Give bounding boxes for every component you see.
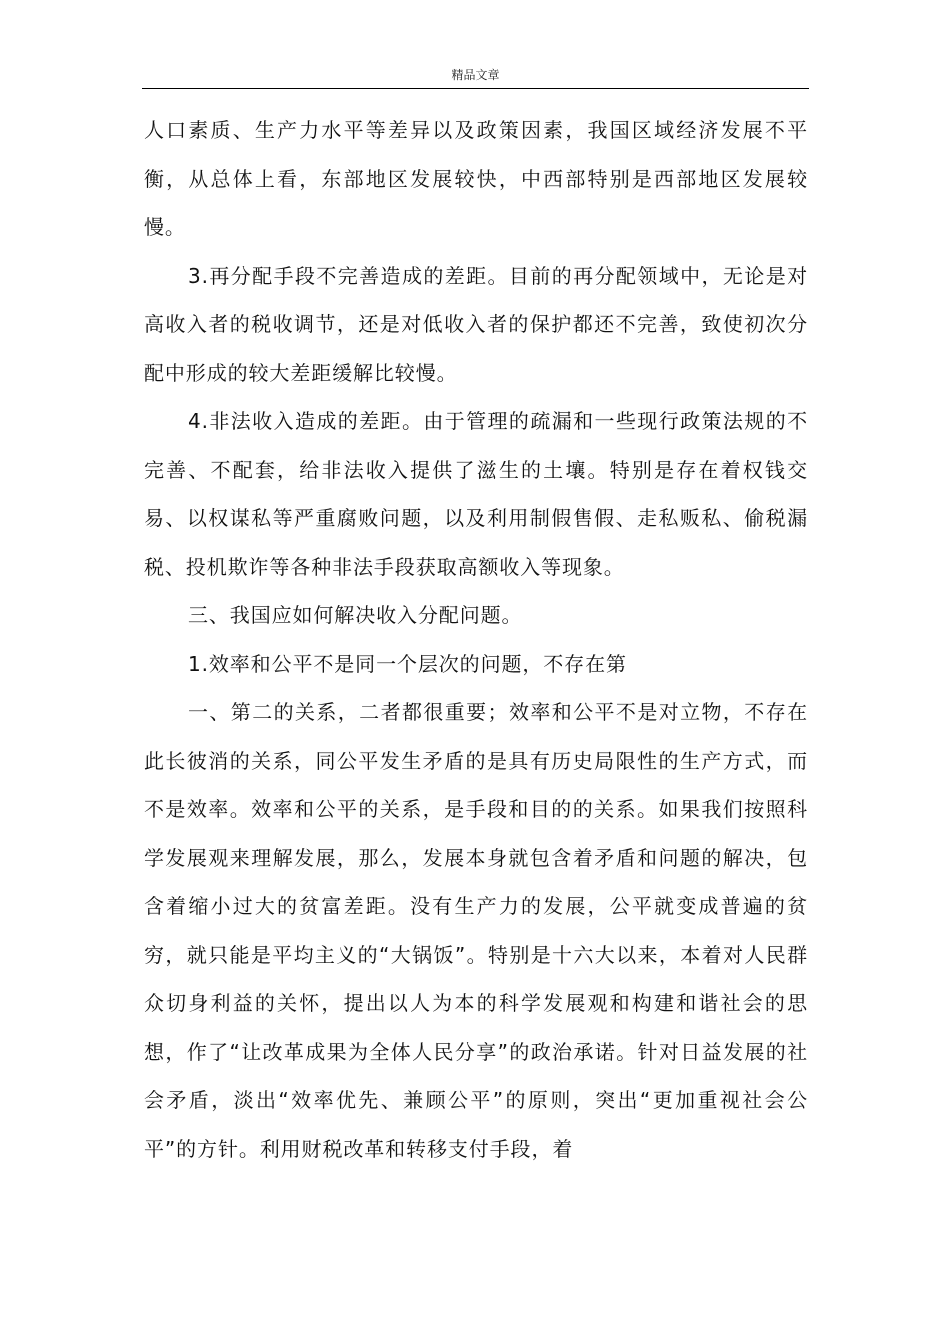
paragraph: 一、第二的关系，二者都很重要；效率和公平不是对立物，不存在此长彼消的关系，同公平发生矛盾的是具有历史局限性的生产方式，而不是效率。效率和公平的关系，是手段和目的的关系。如果我们按照科学发展观来理解发展，那么，发展本身就包含着矛盾和问题的解决，包含着缩小过大的贫富差距。没有生产力的发展，公平就变成普遍的贫穷，就只能是平均主义的“大锅饭”。特别是十六大以来，本着对人民群众切身利益的关怀，提出以人为本的科学发展观和构建和谐社会的思想，作了“让改革成果为全体人民分享”的政治承诺。针对日益发展的社会矛盾，淡出“效率优先、兼顾公平”的原则，突出“更加重视社会公平”的方针。利用财税改革和转移支付手段，着: [144, 700, 808, 1161]
paragraph: 4.非法收入造成的差距。由于管理的疏漏和一些现行政策法规的不完善、不配套，给非法收入提供了滋生的土壤。特别是存在着权钱交易、以权谋私等严重腐败问题，以及利用制假售假、走私贩私、偷税漏税、投机欺诈等各种非法手段获取高额收入等现象。: [144, 409, 808, 579]
paragraph: 1.效率和公平不是同一个层次的问题，不存在第: [188, 651, 627, 676]
header-title: 精品文章: [451, 68, 500, 82]
paragraph: 3.再分配手段不完善造成的差距。目前的再分配领域中，无论是对高收入者的税收调节，还是对低收入者的保护都还不完善，致使初次分配中形成的较大差距缓解比较慢。: [144, 263, 808, 385]
paragraph: 人口素质、生产力水平等差异以及政策因素，我国区域经济发展不平衡，从总体上看，东部地区发展较快，中西部特别是西部地区发展较慢。: [144, 118, 808, 239]
page-header: [142, 66, 809, 89]
document-body: [144, 106, 808, 1173]
section-heading: 三、我国应如何解决收入分配问题。: [188, 603, 523, 627]
